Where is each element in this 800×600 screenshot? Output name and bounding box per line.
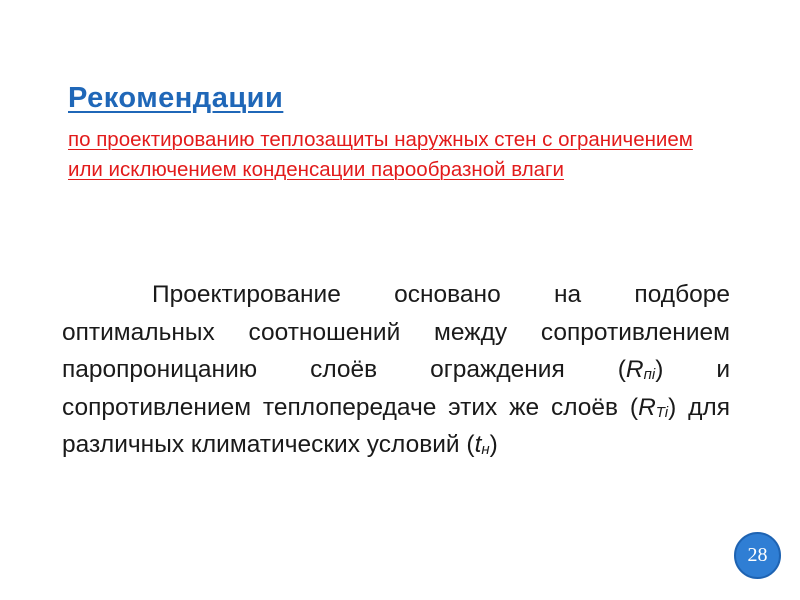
body-text-part-2: ) и сопротивлением теплопередаче этих же слоёв ( [62, 356, 730, 421]
thermal-resistance-symbol: R [638, 393, 656, 421]
slide-title: Рекомендации [68, 82, 284, 114]
page-number-badge [734, 532, 781, 579]
page-number: 28 [747, 544, 768, 566]
vapor-resistance-subscript-text: пi [643, 366, 656, 383]
body-text-part-3: ) для различных климатических условий ( [62, 393, 730, 458]
body-text-part-4: ) [489, 431, 498, 458]
temperature-subscript [481, 441, 489, 458]
vapor-resistance-subscript [644, 366, 656, 383]
thermal-resistance-subscript-text: Ti [655, 403, 669, 421]
vapor-resistance-symbol: R [625, 356, 644, 383]
slide-subtitle [68, 125, 728, 185]
subtitle-text: по проектированию теплозащиты наружных стен с ограничением или исключением конденсации парообразной влаги [68, 128, 693, 181]
temperature-symbol: t [474, 431, 482, 458]
temperature-subscript-text: н [481, 441, 490, 458]
body-paragraph [62, 276, 730, 464]
thermal-resistance-subscript [656, 404, 668, 421]
body-text-part-1: Проектирование основано на подборе оптимальных соотношений между сопротивлением паропроницанию слоёв ограждения ( [62, 281, 730, 383]
